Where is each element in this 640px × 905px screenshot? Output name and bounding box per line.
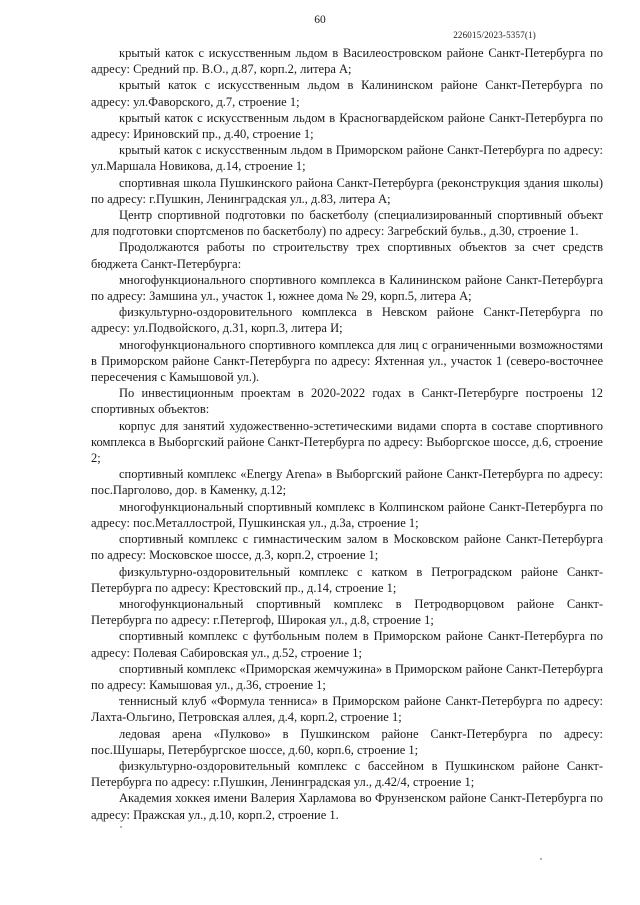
paragraph: спортивная школа Пушкинского района Санкт-Петербурга (реконструкция здания школы) по адресу: г.Пушкин, Ленинградская ул., д.83, литера А;	[91, 175, 603, 206]
paragraph: крытый каток с искусственным льдом в Красногвардейском районе Санкт-Петербурга по адресу: Ириновский пр., д.40, строение 1;	[91, 110, 603, 142]
paragraph: физкультурно-оздоровительного комплекса в Невском районе Санкт-Петербурга по адресу: ул.Подвойского, д.31, корп.3, литера И;	[91, 305, 603, 336]
scan-speck	[120, 826, 122, 828]
paragraph: многофункционального спортивного комплекса в Калининском районе Санкт-Петербурга по адресу: Замшина ул., участок 1, южнее дома № 29, корп.5, литера А;	[91, 272, 603, 304]
paragraph: По инвестиционным проектам в 2020-2022 годах в Санкт-Петербурге построены 12 спортивных объектов:	[91, 386, 603, 417]
page-number: 60	[314, 14, 326, 26]
paragraph: спортивный комплекс «Приморская жемчужина» в Приморском районе Санкт-Петербурга по адресу: Камышовая ул., д.36, строение 1;	[91, 661, 603, 692]
document-body	[91, 45, 603, 823]
paragraph: крытый каток с искусственным льдом в Калининском районе Санкт-Петербурга по адресу: ул.Фаворского, д.7, строение 1;	[91, 78, 603, 109]
document-registration-code: 226015/2023-5357(1)	[453, 30, 536, 40]
paragraph: спортивный комплекс с гимнастическим залом в Московском районе Санкт-Петербурга по адресу: Московское шоссе, д.3, корп.2, строение 1;	[91, 532, 603, 563]
scan-speck	[540, 858, 542, 860]
paragraph: спортивный комплекс «Energy Arena» в Выборгский районе Санкт-Петербурга по адресу: пос.Парголово, дор. в Каменку, д.12;	[91, 467, 603, 498]
paragraph: физкультурно-оздоровительный комплекс с катком в Петроградском районе Санкт-Петербурга по адресу: Крестовский пр., д.14, строение 1;	[91, 564, 603, 595]
paragraph: многофункциональный спортивный комплекс в Петродворцовом районе Санкт-Петербурга по адресу: г.Петергоф, Широкая ул., д.8, строение 1;	[91, 596, 603, 628]
paragraph: спортивный комплекс с футбольным полем в Приморском районе Санкт-Петербурга по адресу: Полевая Сабировская ул., д.52, строение 1;	[91, 629, 603, 660]
paragraph: ледовая арена «Пулково» в Пушкинском районе Санкт-Петербурга по адресу: пос.Шушары, Петербургское шоссе, д.60, корп.6, строение 1;	[91, 726, 603, 757]
paragraph: крытый каток с искусственным льдом в Василеостровском районе Санкт-Петербурга по адресу: Средний пр. В.О., д.87, корп.2, литера А;	[91, 46, 603, 77]
paragraph: многофункциональный спортивный комплекс в Колпинском районе Санкт-Петербурга по адресу: пос.Металлострой, Пушкинская ул., д.3а, строение 1;	[91, 499, 603, 530]
paragraph: Академия хоккея имени Валерия Харламова во Фрунзенском районе Санкт-Петербурга по адресу: Пражская ул., д.10, корп.2, строение 1.	[91, 791, 603, 822]
paragraph: крытый каток с искусственным льдом в Приморском районе Санкт-Петербурга по адресу: ул.Маршала Новикова, д.14, строение 1;	[91, 143, 603, 174]
paragraph: физкультурно-оздоровительный комплекс с бассейном в Пушкинском районе Санкт-Петербурга по адресу: г.Пушкин, Ленинградская ул., д.42/4, строение 1;	[91, 758, 603, 790]
paragraph: многофункционального спортивного комплекса для лиц с ограниченными возможностями в Приморском районе Санкт-Петербурга по адресу: Яхтенная ул., участок 1 (северо-восточнее пересечения с Камышовой ул.).	[91, 337, 603, 385]
paragraph: корпус для занятий художественно-эстетическими видами спорта в составе спортивного комплекса в Выборгский районе Санкт-Петербурга по адресу: Выборгское шоссе, д.6, строение 2;	[91, 418, 603, 466]
paragraph: Продолжаются работы по строительству трех спортивных объектов за счет средств бюджета Санкт-Петербурга:	[91, 240, 603, 271]
paragraph: теннисный клуб «Формула тенниса» в Приморском районе Санкт-Петербурга по адресу: Лахта-Ольгино, Петровская аллея, д.4, корп.2, строение 1;	[91, 694, 603, 725]
paragraph: Центр спортивной подготовки по баскетболу (специализированный спортивный объект для подготовки спортсменов по баскетболу) по адресу: Загребский бульв., д.30, строение 1.	[91, 208, 603, 239]
